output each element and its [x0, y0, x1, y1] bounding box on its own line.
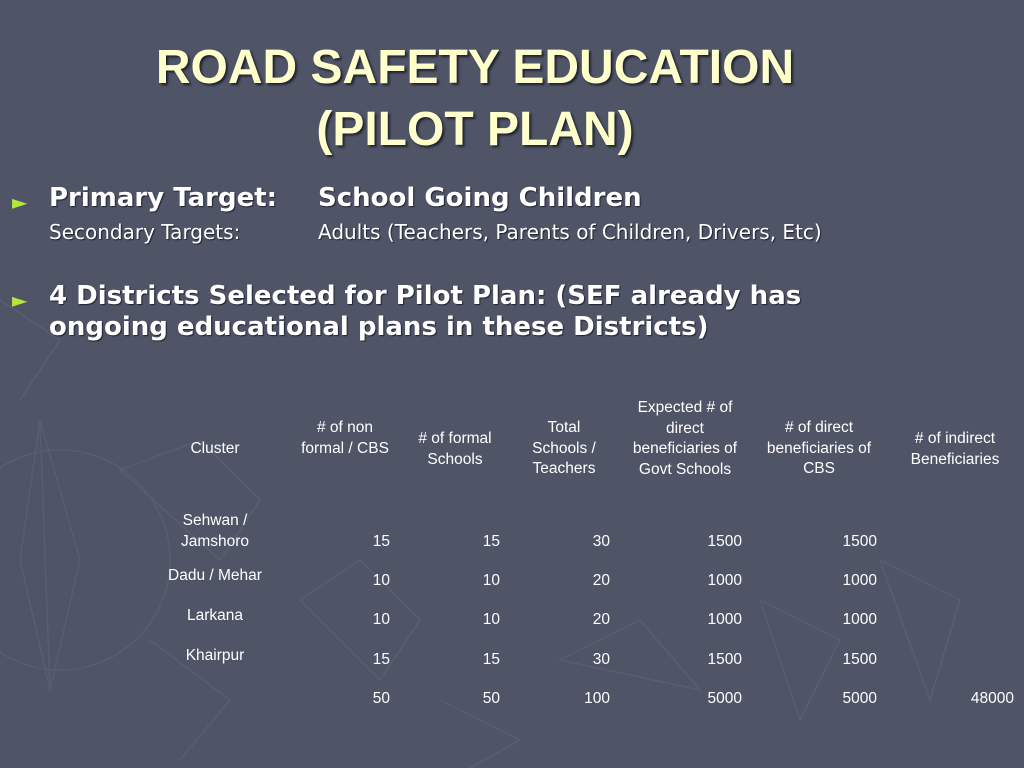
table-header-cluster: Cluster — [190, 440, 240, 457]
table-cell-value: 15 — [372, 651, 390, 668]
table-header-govt-beneficiaries: Expected # of direct beneficiaries of Govt Schools — [632, 399, 738, 478]
table-header-indirect-beneficiaries: # of indirect Beneficiaries — [910, 430, 1000, 468]
table-header-cbs-beneficiaries: # of direct beneficiaries of CBS — [766, 419, 872, 477]
table-header-total-schools: Total Schools / Teachers — [532, 419, 596, 477]
table-cell-total: 50 — [372, 690, 390, 707]
table-cell-total: 5000 — [707, 690, 742, 707]
table-cell-value: 15 — [372, 533, 390, 550]
table-header-formal-schools: # of formal Schools — [418, 430, 492, 468]
table-cell-value: 1000 — [842, 572, 877, 589]
table-cell-value: 10 — [372, 572, 390, 589]
slide-title-line-1: ROAD SAFETY EDUCATION — [155, 41, 795, 94]
table-cell-total: 100 — [584, 690, 610, 707]
table-cell-value: 10 — [482, 572, 500, 589]
primary-target-value: School Going Children — [318, 183, 642, 213]
table-cell-total: 50 — [482, 690, 500, 707]
table-cell-value: 15 — [482, 651, 500, 668]
table-cell-total: 5000 — [842, 690, 877, 707]
table-cell-value: 1000 — [842, 611, 877, 628]
table-cell-value: 1500 — [842, 651, 877, 668]
table-cell-value: 20 — [592, 572, 610, 589]
table-cell-cluster: Sehwan / Jamshoro — [180, 512, 250, 550]
bullet-arrow-icon: ► — [12, 190, 28, 214]
districts-selected-text: 4 Districts Selected for Pilot Plan: (SEF already has ongoing educational plans in these Districts) — [49, 281, 802, 342]
table-cell-value: 1500 — [707, 651, 742, 668]
table-cell-cluster: Dadu / Mehar — [168, 567, 262, 584]
table-cell-value: 1500 — [842, 533, 877, 550]
table-cell-value: 10 — [372, 611, 390, 628]
table-cell-value: 30 — [592, 651, 610, 668]
table-cell-value: 20 — [592, 611, 610, 628]
table-cell-value: 1000 — [707, 611, 742, 628]
slide-title-line-2: (PILOT PLAN) — [316, 103, 634, 156]
secondary-targets-label: Secondary Targets: — [49, 220, 241, 244]
table-cell-cluster: Khairpur — [185, 647, 245, 664]
table-header-non-formal: # of non formal / CBS — [301, 419, 389, 457]
table-cell-value: 10 — [482, 611, 500, 628]
table-cell-value: 15 — [482, 533, 500, 550]
table-cell-value: 1000 — [707, 572, 742, 589]
primary-target-label: Primary Target: — [49, 183, 278, 213]
bullet-arrow-icon: ► — [12, 288, 28, 312]
table-cell-cluster: Larkana — [186, 607, 243, 624]
table-cell-total: 48000 — [970, 690, 1014, 707]
table-cell-value: 30 — [592, 533, 610, 550]
table-cell-value: 1500 — [707, 533, 742, 550]
secondary-targets-value: Adults (Teachers, Parents of Children, Drivers, Etc) — [318, 220, 822, 244]
